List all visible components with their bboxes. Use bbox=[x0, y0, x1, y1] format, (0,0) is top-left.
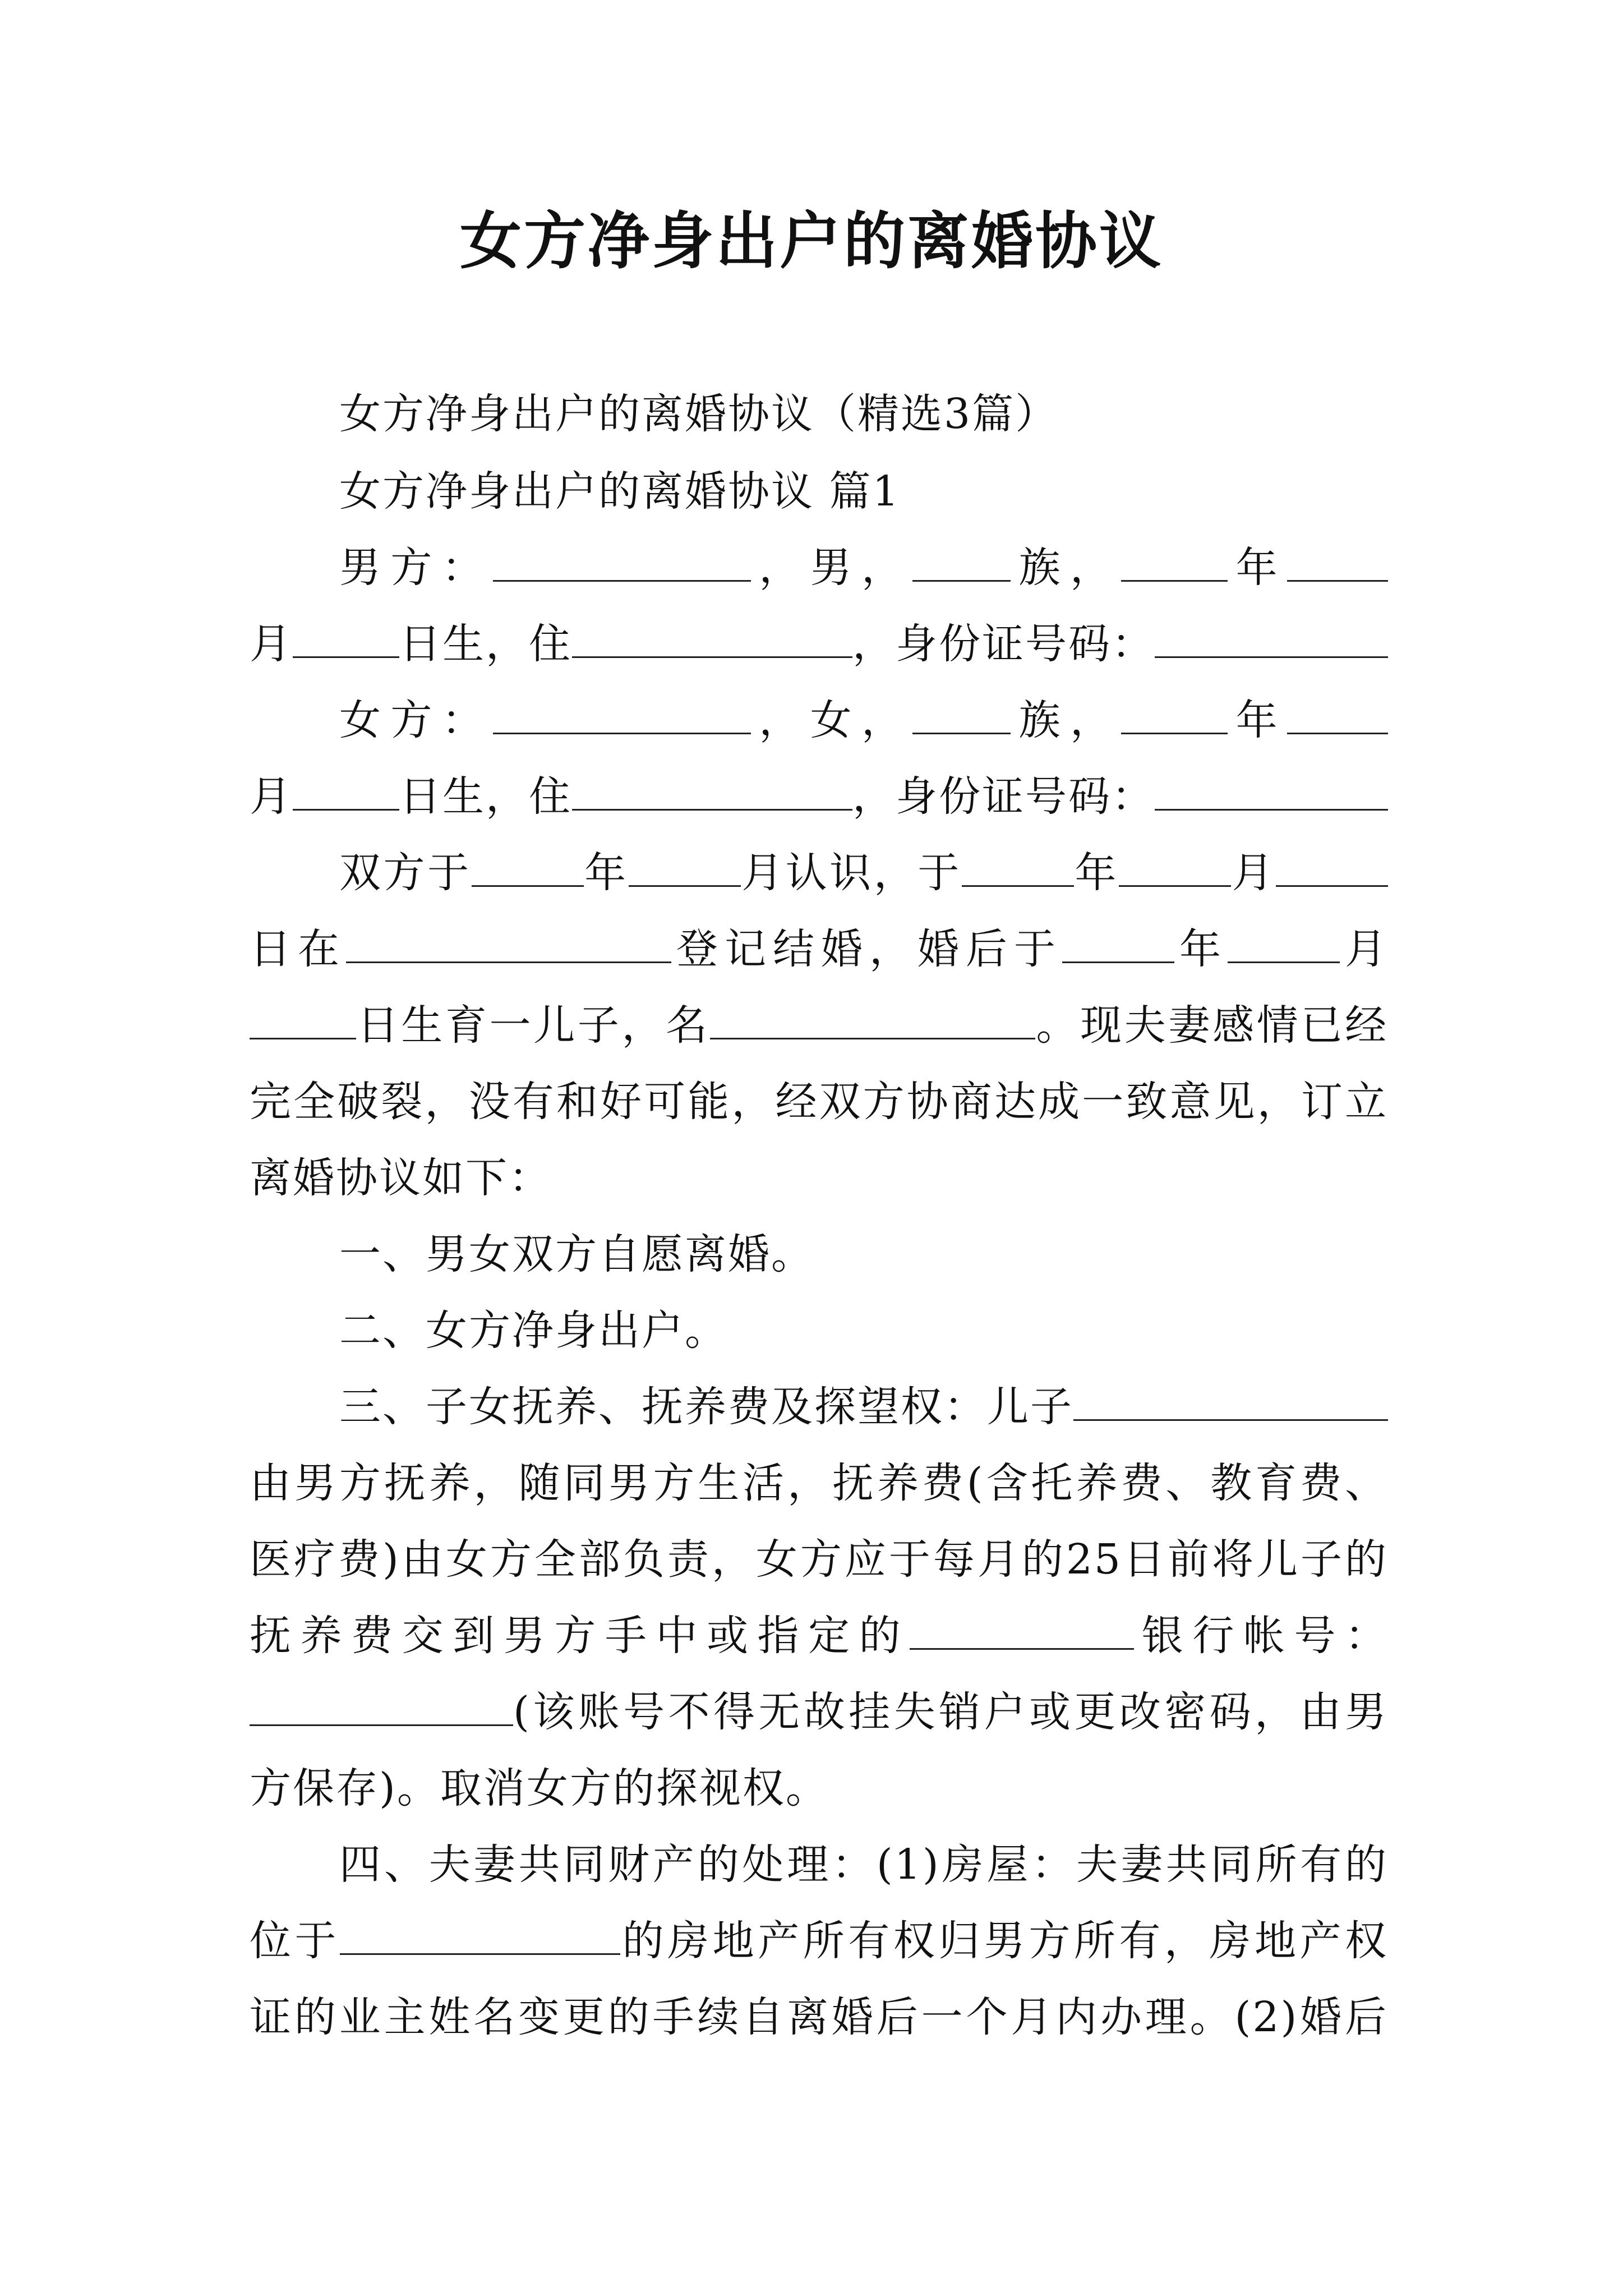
male-id-blank bbox=[1155, 616, 1388, 658]
female-year-blank bbox=[1121, 692, 1228, 734]
female-name-blank bbox=[493, 692, 751, 734]
clause-4-line-1: 四、夫妻共同财产的处理：(1)房屋：夫妻共同所有的 bbox=[339, 1841, 1388, 1889]
clause-4-line-2 bbox=[250, 1913, 1388, 1969]
clause-3-line-3: 医疗费)由女方全部负责，女方应于每月的25日前将儿子的 bbox=[250, 1535, 1388, 1584]
marriage-paragraph-line-2 bbox=[250, 921, 1388, 977]
text-segment: 抚养费交到男方手中或指定的 bbox=[250, 1612, 910, 1660]
female-day-blank bbox=[293, 769, 399, 811]
marriage-paragraph-line-1 bbox=[339, 845, 1388, 901]
male-ethnic-blank bbox=[912, 540, 1011, 582]
son-name-blank bbox=[1073, 1379, 1388, 1421]
text-segment: 双方于 bbox=[339, 849, 472, 897]
bank-name-blank bbox=[910, 1608, 1134, 1650]
birth-month-blank bbox=[1228, 921, 1340, 963]
text-segment: 银行帐号： bbox=[1134, 1612, 1388, 1660]
female-address-blank bbox=[572, 769, 852, 811]
female-id-label: ，身份证号码： bbox=[852, 772, 1155, 821]
clause-3-line-4 bbox=[250, 1608, 1388, 1664]
male-label: 男方： bbox=[339, 544, 493, 592]
female-month-label: 月 bbox=[250, 772, 293, 821]
female-month-blank bbox=[1287, 692, 1388, 734]
property-location-blank bbox=[340, 1913, 620, 1955]
male-id-label: ，身份证号码： bbox=[852, 620, 1155, 668]
account-number-blank bbox=[250, 1684, 513, 1726]
clause-2: 二、女方净身出户。 bbox=[339, 1306, 728, 1355]
text-segment: 月 bbox=[1340, 925, 1388, 973]
female-ethnic-label: 族， bbox=[1011, 696, 1122, 744]
male-name-blank bbox=[493, 540, 751, 582]
female-gender: ，女， bbox=[751, 696, 913, 744]
male-info-line-2 bbox=[250, 616, 1388, 672]
female-id-blank bbox=[1155, 769, 1388, 811]
marriage-paragraph-line-5: 离婚协议如下： bbox=[250, 1154, 552, 1202]
document-title: 女方净身出户的离婚协议 bbox=[460, 205, 1163, 277]
text-segment: 日在 bbox=[250, 925, 346, 973]
male-residence-label: 日生，住 bbox=[399, 620, 572, 668]
text-segment: 月认识，于 bbox=[740, 849, 962, 897]
clause-4-line-3: 证的业主姓名变更的手续自离婚后一个月内办理。(2)婚后 bbox=[250, 1993, 1388, 2041]
meet-year-blank bbox=[472, 845, 584, 887]
text-segment: 位于 bbox=[250, 1917, 340, 1965]
section-heading: 女方净身出户的离婚协议 篇1 bbox=[339, 467, 901, 516]
birth-day-blank bbox=[250, 997, 356, 1039]
text-segment: 三、子女抚养、抚养费及探望权：儿子 bbox=[339, 1383, 1073, 1431]
male-month-label: 月 bbox=[250, 620, 293, 668]
text-segment: (该账号不得无故挂失销户或更改密码，由男 bbox=[513, 1688, 1388, 1736]
text-segment: 日生育一儿子，名 bbox=[356, 1001, 710, 1050]
text-segment: 的房地产所有权归男方所有，房地产权 bbox=[620, 1917, 1388, 1965]
marry-month-blank bbox=[1119, 845, 1231, 887]
female-year-label: 年 bbox=[1228, 696, 1288, 744]
clause-3-line-2: 由男方抚养，随同男方生活，抚养费(含托养费、教育费、 bbox=[250, 1459, 1388, 1507]
clause-3-line-6: 方保存)。取消女方的探视权。 bbox=[250, 1764, 829, 1812]
text-segment: 年 bbox=[1073, 849, 1119, 897]
male-month-blank bbox=[1287, 540, 1388, 582]
meet-month-blank bbox=[629, 845, 741, 887]
clause-3-line-1 bbox=[339, 1379, 1388, 1435]
female-ethnic-blank bbox=[912, 692, 1011, 734]
document-subtitle: 女方净身出户的离婚协议（精选3篇） bbox=[339, 390, 1059, 438]
male-address-blank bbox=[572, 616, 852, 658]
text-segment: 年 bbox=[583, 849, 629, 897]
female-info-line-1 bbox=[339, 692, 1388, 748]
male-info-line-1 bbox=[339, 540, 1388, 596]
female-info-line-2 bbox=[250, 769, 1388, 825]
text-segment: 年 bbox=[1174, 925, 1228, 973]
female-residence-label: 日生，住 bbox=[399, 772, 572, 821]
clause-3-line-5 bbox=[250, 1684, 1388, 1740]
male-year-blank bbox=[1121, 540, 1228, 582]
marriage-paragraph-line-3 bbox=[250, 997, 1388, 1053]
text-segment: 登记结婚，婚后于 bbox=[671, 925, 1062, 973]
male-day-blank bbox=[293, 616, 399, 658]
marry-year-blank bbox=[962, 845, 1074, 887]
male-year-label: 年 bbox=[1228, 544, 1288, 592]
marry-day-blank bbox=[1276, 845, 1388, 887]
text-segment: 。现夫妻感情已经 bbox=[1035, 1001, 1388, 1050]
female-label: 女方： bbox=[339, 696, 493, 744]
child-name-blank bbox=[710, 997, 1035, 1039]
male-gender: ，男， bbox=[751, 544, 913, 592]
text-segment: 月 bbox=[1230, 849, 1276, 897]
male-ethnic-label: 族， bbox=[1011, 544, 1122, 592]
marriage-paragraph-line-4: 完全破裂，没有和好可能，经双方协商达成一致意见，订立 bbox=[250, 1078, 1388, 1126]
register-place-blank bbox=[346, 921, 671, 963]
clause-1: 一、男女双方自愿离婚。 bbox=[339, 1230, 814, 1278]
birth-year-blank bbox=[1062, 921, 1174, 963]
